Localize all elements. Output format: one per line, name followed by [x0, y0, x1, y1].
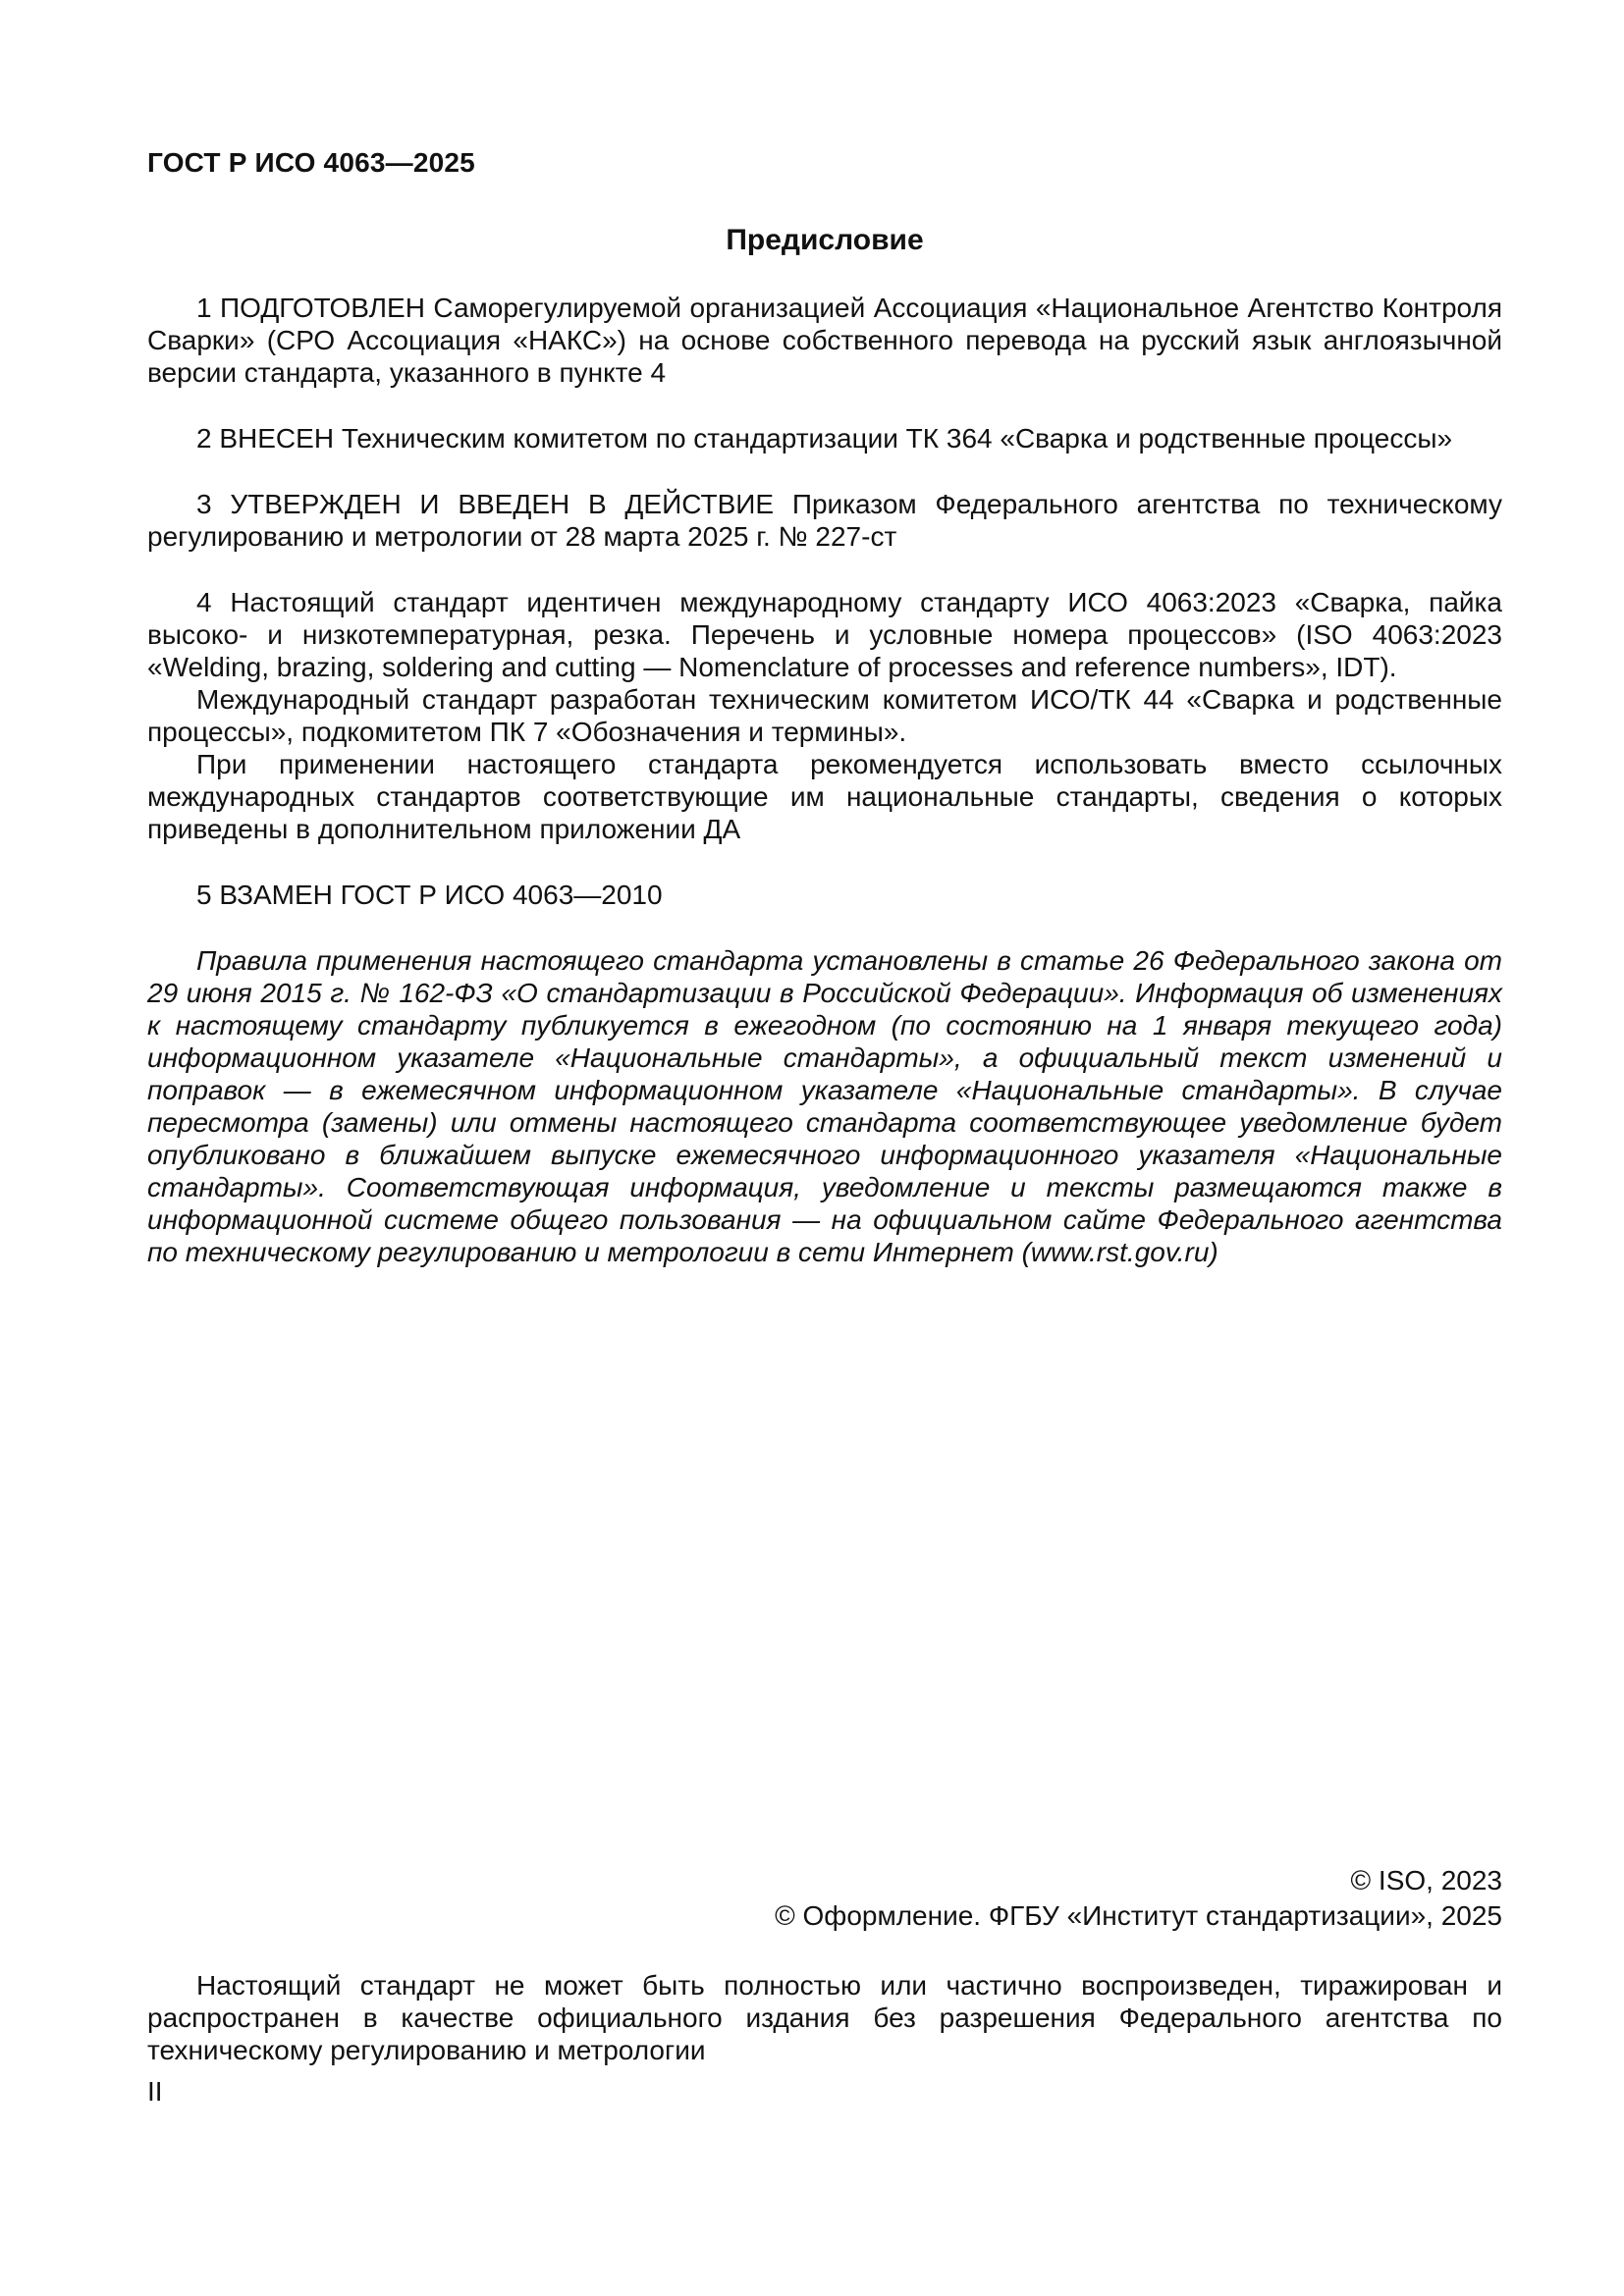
foreword-item-5: 5 ВЗАМЕН ГОСТ Р ИСО 4063—2010: [196, 880, 663, 910]
page-number: II: [147, 2076, 163, 2107]
foreword-item-3: 3 УТВЕРЖДЕН И ВВЕДЕН В ДЕЙСТВИЕ Приказом Федерального агентства по техническому регулированию и метрологии от 28 марта 2025 г. № 227-ст: [147, 489, 1502, 552]
reproduction-notice: Настоящий стандарт не может быть полностью или частично воспроизведен, тиражирован и распространен в качестве официального издания без разрешения Федерального агентства по техническому регулированию и метрологии: [147, 1970, 1502, 2065]
foreword-item-4-recommendation-note: При применении настоящего стандарта рекомендуется использовать вместо ссылочных международных стандартов соответствующие им национальные стандарты, сведения о которых приведены в дополнительном приложении ДА: [147, 749, 1502, 844]
publisher-copyright: © Оформление. ФГБУ «Институт стандартизации», 2025: [775, 1900, 1502, 1931]
document-code: ГОСТ Р ИСО 4063—2025: [147, 147, 475, 178]
foreword-body: [147, 292, 1502, 1268]
page-footer: [147, 1863, 1502, 2108]
foreword-item-4-developer-note: Международный стандарт разработан техническим комитетом ИСО/ТК 44 «Сварка и родственные процессы», подкомитетом ПК 7 «Обозначения и термины».: [147, 684, 1502, 747]
foreword-item-4: 4 Настоящий стандарт идентичен международному стандарту ИСО 4063:2023 «Сварка, пайка высоко- и низкотемпературная, резка. Перечень и условные номера процессов» (ISO 4063:2023 «Welding, brazing, soldering and cutting — Nomenclature of processes and reference numbers», IDT).: [147, 587, 1502, 682]
foreword-item-1: 1 ПОДГОТОВЛЕН Саморегулируемой организацией Ассоциация «Национальное Агентство Контроля Сварки» (СРО Ассоциация «НАКС») на основе собственного перевода на русский язык англоязычной версии стандарта, указанного в пункте 4: [147, 293, 1502, 388]
iso-copyright: © ISO, 2023: [1350, 1865, 1502, 1896]
foreword-item-2: 2 ВНЕСЕН Техническим комитетом по стандартизации ТК 364 «Сварка и родственные процессы»: [196, 423, 1453, 454]
legal-application-note: Правила применения настоящего стандарта установлены в статье 26 Федерального закона от 29 июня 2015 г. № 162-ФЗ «О стандартизации в Российской Федерации». Информация об изменениях к настоящему стандарту публикуется в ежегодном (по состоянию на 1 января текущего года) информационном указателе «Национальные стандарты», а официальный текст изменений и поправок — в ежемесячном информационном указателе «Национальные стандарты». В случае пересмотра (замены) или отмены настоящего стандарта соответствующее уведомление будет опубликовано в ближайшем выпуске ежемесячного информационного указателя «Национальные стандарты». Соответствующая информация, уведомление и тексты размещаются также в информационной системе общего пользования — на официальном сайте Федерального агентства по техническому регулированию и метрологии в сети Интернет (www.rst.gov.ru): [147, 945, 1502, 1267]
section-title: Предисловие: [726, 224, 924, 256]
